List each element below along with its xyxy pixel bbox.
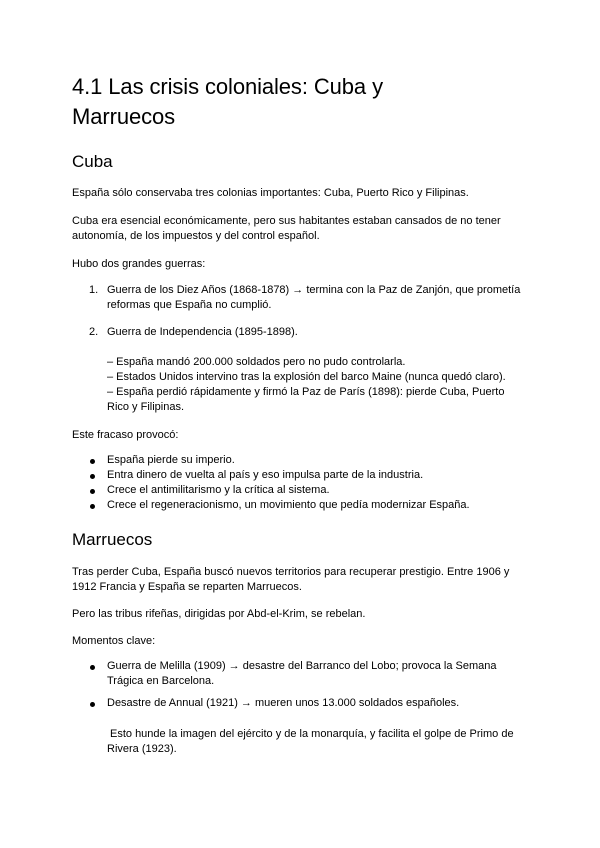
bullet-icon <box>90 459 95 464</box>
war-detail-4: Rico y Filipinas. <box>107 401 185 413</box>
moment-item-1-line-2: Trágica en Barcelona. <box>107 675 215 687</box>
bullet-icon <box>90 504 95 509</box>
bullet-icon <box>90 474 95 479</box>
war-item-1-line-1: Guerra de los Diez Años (1868-1878) → termina con la Paz de Zanjón, que prometía <box>107 284 521 296</box>
page-title-line-1: 4.1 Las crisis coloniales: Cuba y <box>72 74 383 99</box>
war-item-1-line-2: reformas que España no cumplió. <box>107 299 272 311</box>
marruecos-paragraph-1-line-1: Tras perder Cuba, España buscó nuevos territorios para recuperar prestigio. Entre 1906 y <box>72 566 510 578</box>
cuba-paragraph-2-line-1: Cuba era esencial económicamente, pero sus habitantes estaban cansados de no tener <box>72 215 501 227</box>
moment-item-1-line-1: Guerra de Melilla (1909) → desastre del Barranco del Lobo; provoca la Semana <box>107 660 497 672</box>
page-title-line-2: Marruecos <box>72 104 176 129</box>
marruecos-paragraph-2: Pero las tribus rifeñas, dirigidas por Abd-el-Krim, se rebelan. <box>72 608 366 620</box>
cuba-paragraph-4: Este fracaso provocó: <box>72 429 179 441</box>
closing-paragraph-line-2: Rivera (1923). <box>107 743 177 755</box>
cuba-paragraph-1: España sólo conservaba tres colonias importantes: Cuba, Puerto Rico y Filipinas. <box>72 187 469 199</box>
section-heading-marruecos: Marruecos <box>72 530 153 549</box>
marruecos-paragraph-3: Momentos clave: <box>72 635 156 647</box>
bullet-icon <box>90 702 95 707</box>
cuba-paragraph-3: Hubo dos grandes guerras: <box>72 258 206 270</box>
moment-item-2: Desastre de Annual (1921) → mueren unos 13.000 soldados españoles. <box>107 697 460 709</box>
section-heading-cuba: Cuba <box>72 152 113 171</box>
list-number-1: 1. <box>89 284 99 296</box>
consequence-item-4: Crece el regeneracionismo, un movimiento que pedía modernizar España. <box>107 499 470 511</box>
war-detail-3: – España perdió rápidamente y firmó la Paz de París (1898): pierde Cuba, Puerto <box>107 386 505 398</box>
marruecos-paragraph-1-line-2: 1912 Francia y España se reparten Marruecos. <box>72 581 302 593</box>
bullet-icon <box>90 665 95 670</box>
consequence-item-3: Crece el antimilitarismo y la crítica al sistema. <box>107 484 330 496</box>
war-detail-2: – Estados Unidos intervino tras la explosión del barco Maine (nunca quedó claro). <box>107 371 506 383</box>
war-item-2: Guerra de Independencia (1895-1898). <box>107 326 298 338</box>
consequence-item-2: Entra dinero de vuelta al país y eso impulsa parte de la industria. <box>107 469 424 481</box>
war-detail-1: – España mandó 200.000 soldados pero no pudo controlarla. <box>107 356 406 368</box>
consequence-item-1: España pierde su imperio. <box>107 454 235 466</box>
bullet-icon <box>90 489 95 494</box>
cuba-paragraph-2-line-2: autonomía, de los impuestos y del control español. <box>72 230 320 242</box>
list-number-2: 2. <box>89 326 99 338</box>
closing-paragraph-line-1: Esto hunde la imagen del ejército y de la monarquía, y facilita el golpe de Primo de <box>110 728 514 740</box>
